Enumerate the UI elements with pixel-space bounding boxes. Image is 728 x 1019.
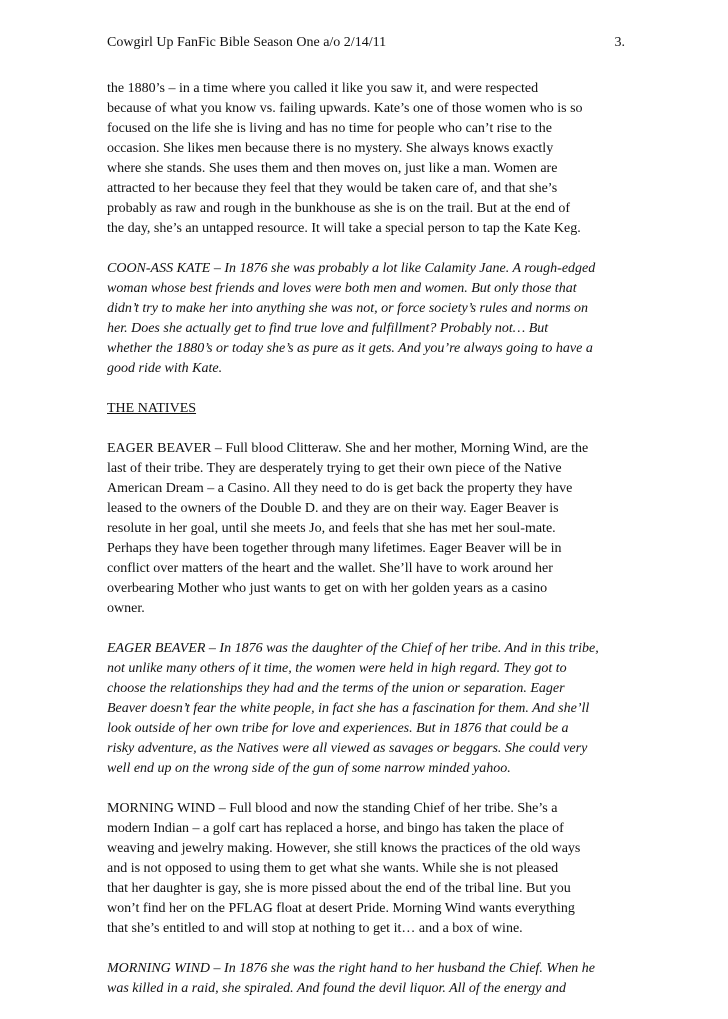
text-line: resolute in her goal, until she meets Jo, and feels that she has met her soul-mate.	[107, 521, 556, 536]
section-heading	[107, 399, 625, 419]
italic-paragraph	[107, 959, 625, 999]
document-page	[107, 33, 625, 1019]
text-line: conflict over matters of the heart and the wallet. She’ll have to work around her	[107, 561, 553, 576]
text-line: won’t find her on the PFLAG float at desert Pride. Morning Wind wants everything	[107, 901, 575, 916]
text-line: Beaver doesn’t fear the white people, in fact she has a fascination for them. And she’ll	[107, 701, 590, 716]
text-line: not unlike many others of it time, the women were held in high regard. They got to	[107, 661, 567, 676]
document-body	[107, 79, 625, 999]
text-line: last of their tribe. They are desperately trying to get their own piece of the Native	[107, 461, 562, 476]
text-line: occasion. She likes men because there is no mystery. She always knows exactly	[107, 141, 554, 156]
text-line: EAGER BEAVER – Full blood Clitteraw. She and her mother, Morning Wind, are the	[107, 441, 589, 456]
text-line: didn’t try to make her into anything she was not, or force society’s rules and norms on	[107, 301, 589, 316]
document-title: Cowgirl Up FanFic Bible Season One a/o 2/14/11	[107, 35, 387, 50]
text-line: well end up on the wrong side of the gun of some narrow minded yahoo.	[107, 761, 511, 776]
text-line: modern Indian – a golf cart has replaced a horse, and bingo has taken the place of	[107, 821, 564, 836]
text-line: Perhaps they have been together through many lifetimes. Eager Beaver will be in	[107, 541, 562, 556]
italic-paragraph	[107, 259, 625, 379]
page-header	[107, 33, 625, 52]
text-line: American Dream – a Casino. All they need to do is get back the property they have	[107, 481, 573, 496]
italic-paragraph	[107, 639, 625, 779]
text-line: weaving and jewelry making. However, she still knows the practices of the old ways	[107, 841, 581, 856]
text-line: and is not opposed to using them to get what she wants. While she is not pleased	[107, 861, 559, 876]
page-number: 3.	[614, 35, 625, 50]
text-line: her. Does she actually get to find true love and fulfillment? Probably not… But	[107, 321, 549, 336]
text-line: EAGER BEAVER – In 1876 was the daughter of the Chief of her tribe. And in this tribe,	[107, 641, 599, 656]
text-line: focused on the life she is living and has no time for people who can’t rise to the	[107, 121, 552, 136]
text-line: the 1880’s – in a time where you called it like you saw it, and were respected	[107, 81, 539, 96]
text-line: was killed in a raid, she spiraled. And found the devil liquor. All of the energy and	[107, 981, 566, 996]
paragraph	[107, 439, 625, 619]
text-line: owner.	[107, 601, 145, 616]
text-line: where she stands. She uses them and then moves on, just like a man. Women are	[107, 161, 558, 176]
text-line: COON-ASS KATE – In 1876 she was probably a lot like Calamity Jane. A rough-edged	[107, 261, 596, 276]
text-line: woman whose best friends and loves were both men and women. But only those that	[107, 281, 577, 296]
text-line: MORNING WIND – In 1876 she was the right hand to her husband the Chief. When he	[107, 961, 596, 976]
text-line: overbearing Mother who just wants to get on with her golden years as a casino	[107, 581, 548, 596]
text-line: that her daughter is gay, she is more pissed about the end of the tribal line. But you	[107, 881, 571, 896]
text-line: look outside of her own tribe for love and experiences. But in 1876 that could be a	[107, 721, 569, 736]
text-line: that she’s entitled to and will stop at nothing to get it… and a box of wine.	[107, 921, 523, 936]
paragraph	[107, 79, 625, 239]
text-line: risky adventure, as the Natives were all viewed as savages or beggars. She could very	[107, 741, 588, 756]
text-line: attracted to her because they feel that they would be taken care of, and that she’s	[107, 181, 558, 196]
text-line: leased to the owners of the Double D. and they are on their way. Eager Beaver is	[107, 501, 559, 516]
text-line: MORNING WIND – Full blood and now the standing Chief of her tribe. She’s a	[107, 801, 558, 816]
text-line: THE NATIVES	[107, 401, 197, 416]
text-line: good ride with Kate.	[107, 361, 223, 376]
text-line: the day, she’s an untapped resource. It will take a special person to tap the Kate Keg.	[107, 221, 581, 236]
text-line: choose the relationships they had and the terms of the union or separation. Eager	[107, 681, 565, 696]
text-line: because of what you know vs. failing upwards. Kate’s one of those women who is so	[107, 101, 583, 116]
paragraph	[107, 799, 625, 939]
text-line: probably as raw and rough in the bunkhouse as she is on the trail. But at the end of	[107, 201, 571, 216]
text-line: whether the 1880’s or today she’s as pure as it gets. And you’re always going to have a	[107, 341, 593, 356]
